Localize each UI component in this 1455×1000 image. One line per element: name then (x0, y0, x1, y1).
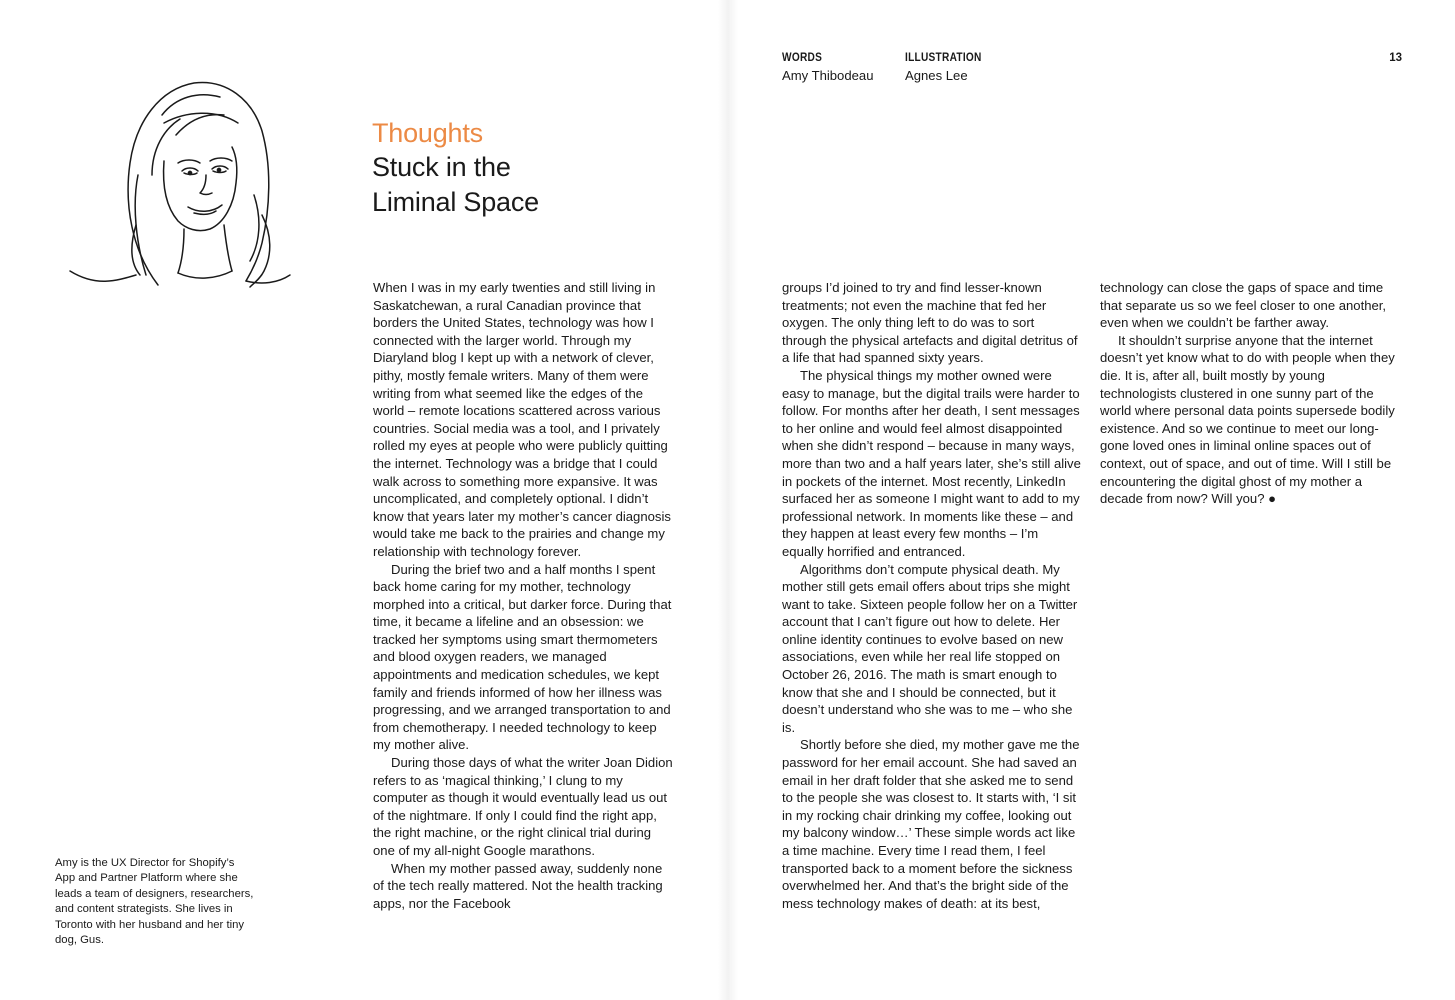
paragraph: When I was in my early twenties and still living in Saskatchewan, a rural Canadian province that borders the United States, technology was how I connected with the larger world. Through my Diaryland blog I kept up with a network of clever, pithy, mostly female writers. Many of them were writing from what seemed like the edges of the world – remote locations scattered across various countries. Social media was a tool, and I privately rolled my eyes at people who were publicly quitting the internet. Technology was a bridge that I could walk across to something more expansive. It was uncomplicated, and completely optional. I didn’t know that years later my mother’s cancer diagnosis would take me back to the prairies and change my relationship with technology forever. (373, 280, 671, 559)
paragraph: It shouldn’t surprise anyone that the internet doesn’t yet know what to do with people when they die. It is, after all, built mostly by young technologists clustered in one sunny part of the world where personal data points supersede bodily existence. And so we continue to meet our long-gone loved ones in liminal online spaces out of context, out of space, and out of time. Will I still be encountering the digital ghost of my mother a decade from now? Will you? ● (1100, 332, 1395, 507)
paragraph: During the brief two and a half months I spent back home caring for my mother, technology morphed into a critical, but darker force. During that time, it became a lifeline and an obsession: we tracked her symptoms using smart thermometers and blood oxygen readers, we managed appointments and medication schedules, we kept family and friends informed of how her illness was progressing, and we arranged transportation to and from chemotherapy. I needed technology to keep my mother alive. (373, 561, 672, 753)
paragraph: When my mother passed away, suddenly none of the tech really mattered. Not the health tracking apps, nor the Facebook (373, 860, 663, 911)
author-bio: Amy is the UX Director for Shopify’s App and Partner Platform where she leads a team of designers, researchers, and content strategists. She lives in Toronto with her husband and her tiny dog, Gus. (55, 857, 254, 947)
body-column-3 (1100, 279, 1400, 508)
words-label: WORDS (782, 52, 823, 64)
paragraph: The physical things my mother owned were easy to manage, but the digital trails were harder to follow. For months after her death, I sent messages to her online and would feel almost disappointed when she didn’t respond – because in many ways, more than two and a half years later, she’s still alive in pockets of the internet. Most recently, LinkedIn surfaced her as someone I might want to add to my professional network. In moments like these – and they happen at least every few months – I’m equally horrified and entranced. (782, 367, 1081, 559)
illustration-label: ILLUSTRATION (905, 52, 982, 64)
left-page (0, 0, 727, 1000)
paragraph: groups I’d joined to try and find lesser-known treatments; not even the machine that fed her oxygen. The only thing left to do was to sort through the physical artefacts and digital detritus of a life that had spanned sixty years. (782, 280, 1078, 366)
article-title-line-1: Stuck in the (372, 152, 511, 182)
illustration-credit (905, 50, 992, 86)
author-portrait-illustration (66, 75, 294, 307)
words-credit (782, 50, 873, 86)
body-column-2 (782, 279, 1082, 912)
illustration-name: Agnes Lee (905, 68, 968, 83)
paragraph: technology can close the gaps of space and time that separate us so we feel closer to one another, even when we couldn’t be farther away. (1100, 280, 1387, 331)
book-gutter (718, 0, 738, 1000)
article-title-block (372, 117, 702, 220)
body-column-1 (373, 279, 673, 912)
page-number: 13 (1389, 52, 1402, 64)
paragraph: During those days of what the writer Joan Didion refers to as ‘magical thinking,’ I clung to my computer as though it would eventually lead us out of the nightmare. If only I could find the right app, the right machine, or the right clinical trial during one of my all-night Google marathons. (373, 755, 673, 858)
words-name: Amy Thibodeau (782, 68, 874, 83)
section-kicker: Thoughts (372, 118, 483, 148)
article-title-line-2: Liminal Space (372, 187, 539, 217)
paragraph: Shortly before she died, my mother gave me the password for her email account. She had saved an email in her draft folder that she asked me to send to the people she was closest to. It starts with, ‘I sit in my rocking chair drinking my coffee, looking out my balcony window…’ These simple words act like a time machine. Every time I read them, I feel transported back to a moment before the sickness overwhelmed her. And that’s the bright side of the mess technology makes of death: at its best, (782, 737, 1080, 911)
paragraph: Algorithms don’t compute physical death. My mother still gets email offers about trips she might want to take. Sixteen people follow her on a Twitter account that I can’t figure out how to delete. Her online identity continues to evolve based on new associations, even while her real life stopped on October 26, 2016. The math is smart enough to know that she and I should be connected, but it doesn’t understand who she was to me – who she is. (782, 561, 1078, 735)
